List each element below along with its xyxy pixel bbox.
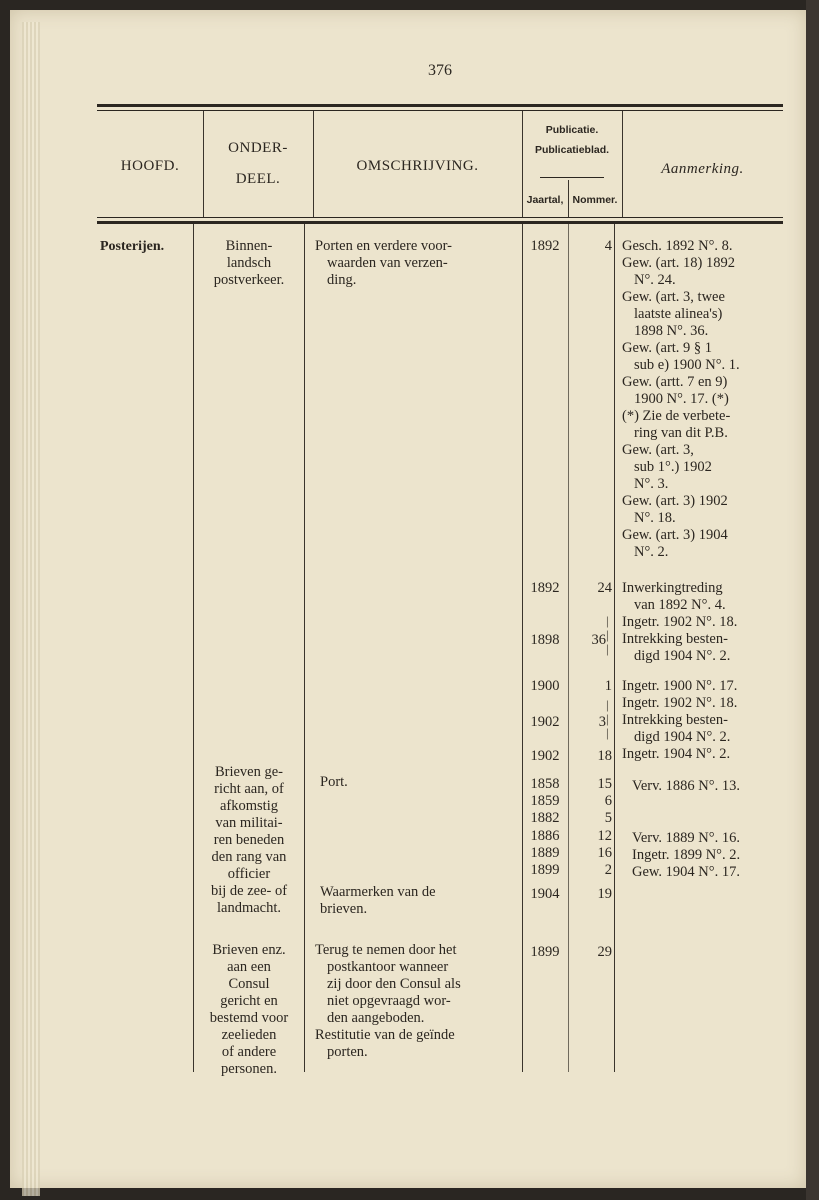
- remarks-block-2: Inwerkingtreding van 1892 N°. 4. Ingetr. 1902 N°. 18. Intrekking besten- digd 1904 N°. 2.: [622, 580, 738, 664]
- header-top-rule: [97, 104, 783, 107]
- entry-year: 1858: [530, 776, 560, 792]
- entry-year: 1882: [530, 810, 560, 826]
- header-bottom-rule-thin: [97, 217, 783, 218]
- entry-number: 16: [597, 845, 612, 861]
- header-omschrijving: OMSCHRIJVING.: [356, 158, 479, 174]
- entry-number: 19: [597, 886, 612, 902]
- entry-year: 1886: [530, 828, 560, 844]
- header-jaartal: Jaartal,: [526, 194, 564, 206]
- remarks-block-4: Verv. 1886 N°. 13.: [632, 778, 740, 794]
- header-hoofd: HOOFD.: [120, 158, 180, 174]
- entry-year: 1898: [530, 632, 560, 648]
- omschrijving-terug: Terug te nemen door het postkantoor wanneer zij door den Consul als niet opgevraagd wor- den aangeboden. Restitutie van de geïnde porten.: [315, 942, 461, 1060]
- header-aanmerking: Aanmerking.: [661, 161, 744, 177]
- entry-number: 15: [597, 776, 612, 792]
- brace-mark: | | |: [606, 697, 609, 740]
- entry-year: 1859: [530, 793, 560, 809]
- entry-year: 1904: [530, 886, 560, 902]
- entry-year: 1902: [530, 714, 560, 730]
- header-onderdeel-line2: DEEL.: [235, 171, 281, 187]
- column-gap: [194, 926, 304, 936]
- hoofd-posterijen: Posterijen.: [100, 239, 165, 254]
- entry-year: 1899: [530, 862, 560, 878]
- entry-year: 1892: [530, 238, 560, 254]
- entry-number: 4: [604, 238, 612, 254]
- entry-year: 1889: [530, 845, 560, 861]
- entry-year: 1900: [530, 678, 560, 694]
- entry-number: 5: [604, 810, 612, 826]
- column-gap: [194, 655, 304, 661]
- entry-number: 24: [597, 580, 612, 596]
- omschrijving-waarmerken: Waarmerken van de brieven.: [320, 884, 436, 917]
- onderdeel-brieven-consul: Brieven enz. aan een Consul gericht en bestemd voor zeelieden of andere personen.: [209, 942, 289, 1077]
- entry-number: 36: [591, 632, 606, 648]
- onderdeel-binnenland: Binnen- landsch postverkeer.: [213, 238, 285, 288]
- page-number: 376: [428, 62, 452, 79]
- entry-year: 1902: [530, 748, 560, 764]
- brace-mark: | | |: [606, 613, 609, 656]
- header-publicatie-dash: [540, 177, 604, 178]
- omschrijving-porten: Porten en verdere voor- waarden van verzen- ding.: [315, 238, 452, 288]
- header-divider: [203, 111, 204, 217]
- column-divider: [614, 224, 615, 1072]
- omschrijving-port: Port.: [320, 774, 348, 790]
- book-binding-edge: [806, 0, 819, 1200]
- entry-number: 18: [597, 748, 612, 764]
- column-divider: [193, 224, 194, 1072]
- remarks-block-3: Ingetr. 1900 N°. 17. Ingetr. 1902 N°. 18. Intrekking besten- digd 1904 N°. 2. Ingetr. 1904 N°. 2.: [622, 678, 738, 762]
- header-onderdeel-line1: ONDER-: [228, 140, 288, 156]
- book-page: [10, 10, 806, 1188]
- remarks-block-5: Verv. 1889 N°. 16. Ingetr. 1899 N°. 2. Gew. 1904 N°. 17.: [632, 830, 741, 880]
- entry-number: 1: [604, 678, 612, 694]
- entry-number: 6: [604, 793, 612, 809]
- entry-number: 3: [598, 714, 606, 730]
- header-nommer: Nommer.: [572, 194, 618, 206]
- header-publicatieblad: Publicatieblad.: [534, 144, 610, 156]
- page-edge-stack: [22, 22, 40, 1196]
- entry-year: 1899: [530, 944, 560, 960]
- column-divider: [304, 224, 305, 1072]
- header-top-rule-thin: [97, 110, 783, 111]
- entry-number: 12: [597, 828, 612, 844]
- header-bottom-rule: [97, 221, 783, 224]
- entry-number: 2: [604, 862, 612, 878]
- entry-number: 29: [597, 944, 612, 960]
- entry-year: 1892: [530, 580, 560, 596]
- header-publicatie: Publicatie.: [545, 124, 599, 136]
- onderdeel-brieven-militair: Brieven ge- richt aan, of afkomstig van militai- ren beneden den rang van officier bij de zee- of landmacht.: [210, 764, 288, 916]
- remarks-block-1: Gesch. 1892 N°. 8. Gew. (art. 18) 1892 N°. 24. Gew. (art. 3, twee laatste alinea's) 1898 N°. 36. Gew. (art. 9 § 1 sub e) 1900 N°. 1. Gew. (artt. 7 en 9) 1900 N°. 17. (*) (*) Zie de verbete- ring van dit P.B. Gew. (art. 3, sub 1°.) 1902 N°. 3. Gew. (art. 3) 1902 N°. 18. Gew. (art. 3) 1904 N°. 2.: [622, 238, 740, 560]
